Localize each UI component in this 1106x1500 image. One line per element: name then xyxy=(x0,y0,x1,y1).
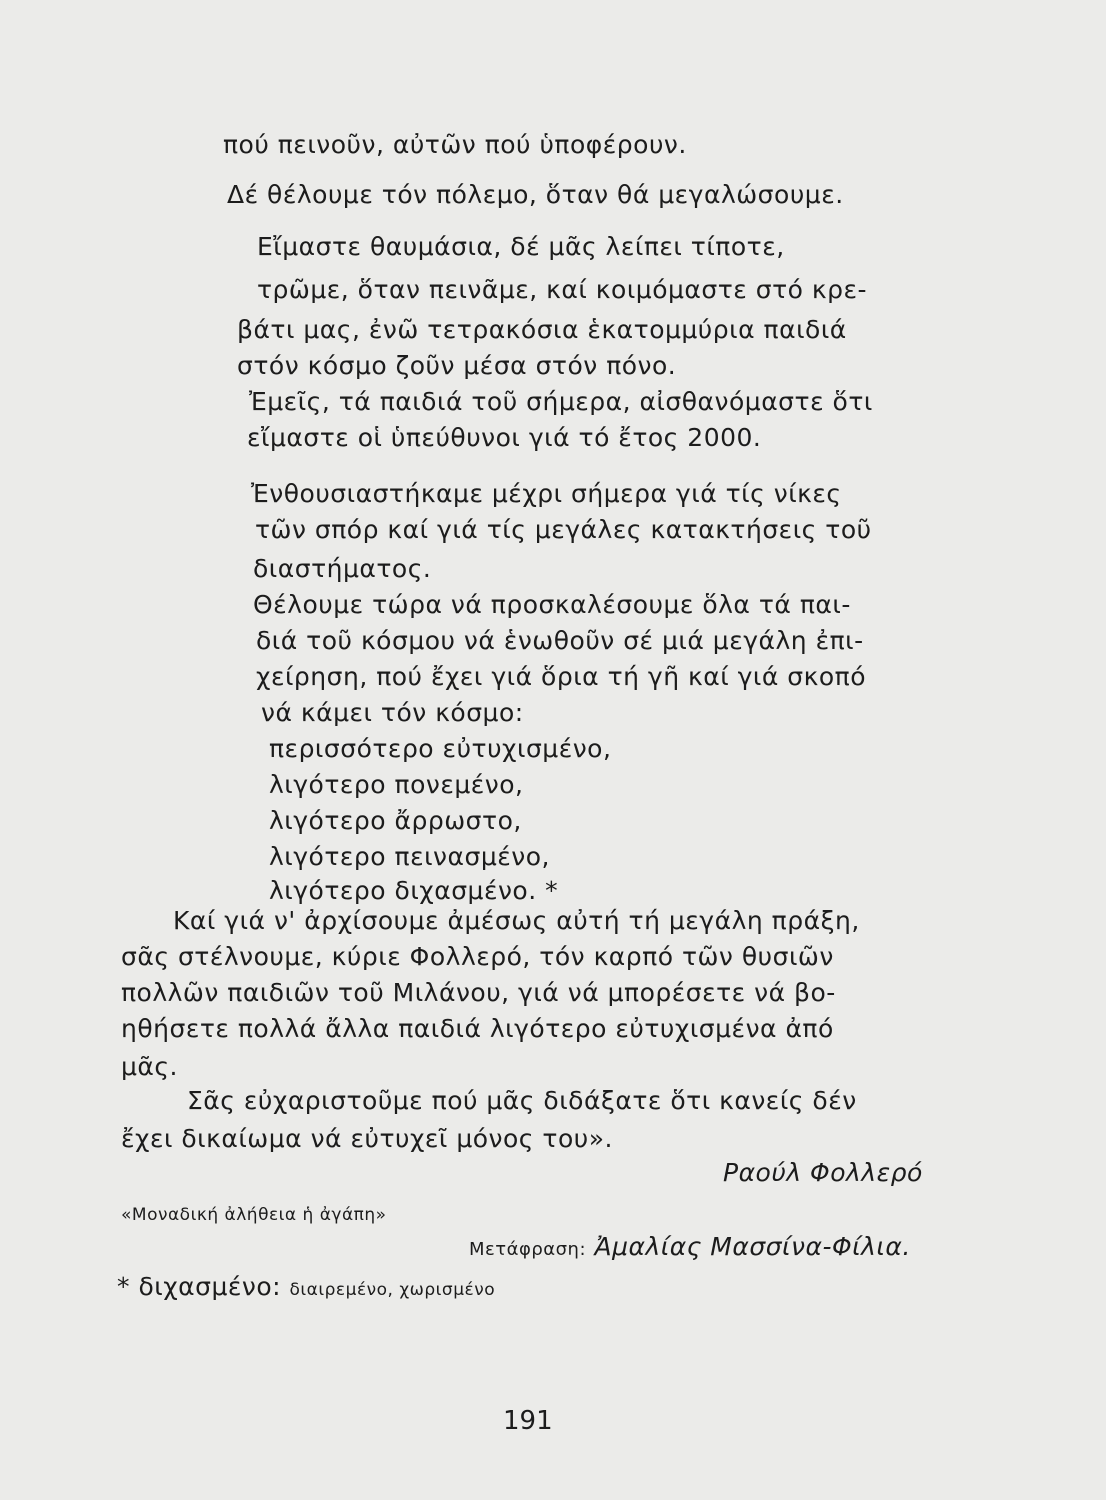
text-line: εἴμαστε οἱ ὑπεύθυνοι γιά τό ἔτος 2000. xyxy=(247,423,762,452)
list-line: λιγότερο ἄρρωστο, xyxy=(269,806,522,835)
text-line: πολλῶν παιδιῶν τοῦ Μιλάνου, γιά νά μπορέσετε νά βο- xyxy=(121,978,836,1007)
text-line: νά κάμει τόν κόσμο: xyxy=(261,698,524,727)
text-line: πού πεινοῦν, αὐτῶν πού ὑποφέρουν. xyxy=(223,130,687,159)
translator-name: Ἀμαλίας Μασσίνα-Φίλια. xyxy=(594,1232,911,1261)
text-line: Θέλουμε τώρα νά προσκαλέσουμε ὅλα τά παι- xyxy=(253,590,851,619)
text-line: μᾶς. xyxy=(121,1052,179,1081)
text-line: Ἐμεῖς, τά παιδιά τοῦ σήμερα, αἰσθανόμαστε ὅτι xyxy=(249,387,873,416)
list-line: λιγότερο διχασμένο. * xyxy=(269,876,559,905)
text-line: διά τοῦ κόσμου νά ἑνωθοῦν σέ μιά μεγάλη ἐπι- xyxy=(256,626,864,655)
text-line: Σᾶς εὐχαριστοῦμε πού μᾶς διδάξατε ὅτι κανείς δέν xyxy=(187,1086,857,1115)
text-line: χείρηση, πού ἔχει γιά ὅρια τή γῆ καί γιά σκοπό xyxy=(256,662,867,691)
page-number: 191 xyxy=(503,1406,553,1436)
footnote xyxy=(117,1270,495,1307)
source-quote: «Μοναδική ἀλήθεια ἡ ἀγάπη» xyxy=(121,1205,387,1225)
text-line: σᾶς στέλνουμε, κύριε Φολλερό, τόν καρπό τῶν θυσιῶν xyxy=(121,942,834,971)
list-line: περισσότερο εὐτυχισμένο, xyxy=(269,734,612,763)
text-line: Καί γιά ν' ἀρχίσουμε ἀμέσως αὐτή τή μεγάλη πράξη, xyxy=(173,906,860,935)
translation-credit xyxy=(469,1230,911,1267)
list-line: λιγότερο πονεμένο, xyxy=(269,770,524,799)
list-line: λιγότερο πεινασμένο, xyxy=(269,842,550,871)
text-line: τρῶμε, ὅταν πεινᾶμε, καί κοιμόμαστε στό κρε- xyxy=(257,275,868,304)
text-line: Ἐνθουσιαστήκαμε μέχρι σήμερα γιά τίς νίκες xyxy=(251,479,842,508)
text-line: ἔχει δικαίωμα νά εὐτυχεῖ μόνος του». xyxy=(121,1124,613,1153)
text-line: διαστήματος. xyxy=(253,554,432,583)
text-line: Εἴμαστε θαυμάσια, δέ μᾶς λείπει τίποτε, xyxy=(257,232,785,261)
text-line: ηθήσετε πολλά ἄλλα παιδιά λιγότερο εὐτυχισμένα ἀπό xyxy=(121,1014,834,1043)
footnote-text: διαιρεμένο, χωρισμένο xyxy=(289,1280,496,1300)
text-line: Δέ θέλουμε τόν πόλεμο, ὅταν θά μεγαλώσουμε. xyxy=(227,180,844,209)
signature: Ραούλ Φολλερό xyxy=(723,1158,923,1187)
footnote-term: * διχασμένο: xyxy=(117,1272,282,1301)
text-line: τῶν σπόρ καί γιά τίς μεγάλες κατακτήσεις τοῦ xyxy=(255,515,872,544)
text-line: βάτι μας, ἐνῶ τετρακόσια ἑκατομμύρια παιδιά xyxy=(237,315,847,344)
text-line: στόν κόσμο ζοῦν μέσα στόν πόνο. xyxy=(237,351,677,380)
translation-label: Μετάφραση: xyxy=(469,1239,587,1260)
